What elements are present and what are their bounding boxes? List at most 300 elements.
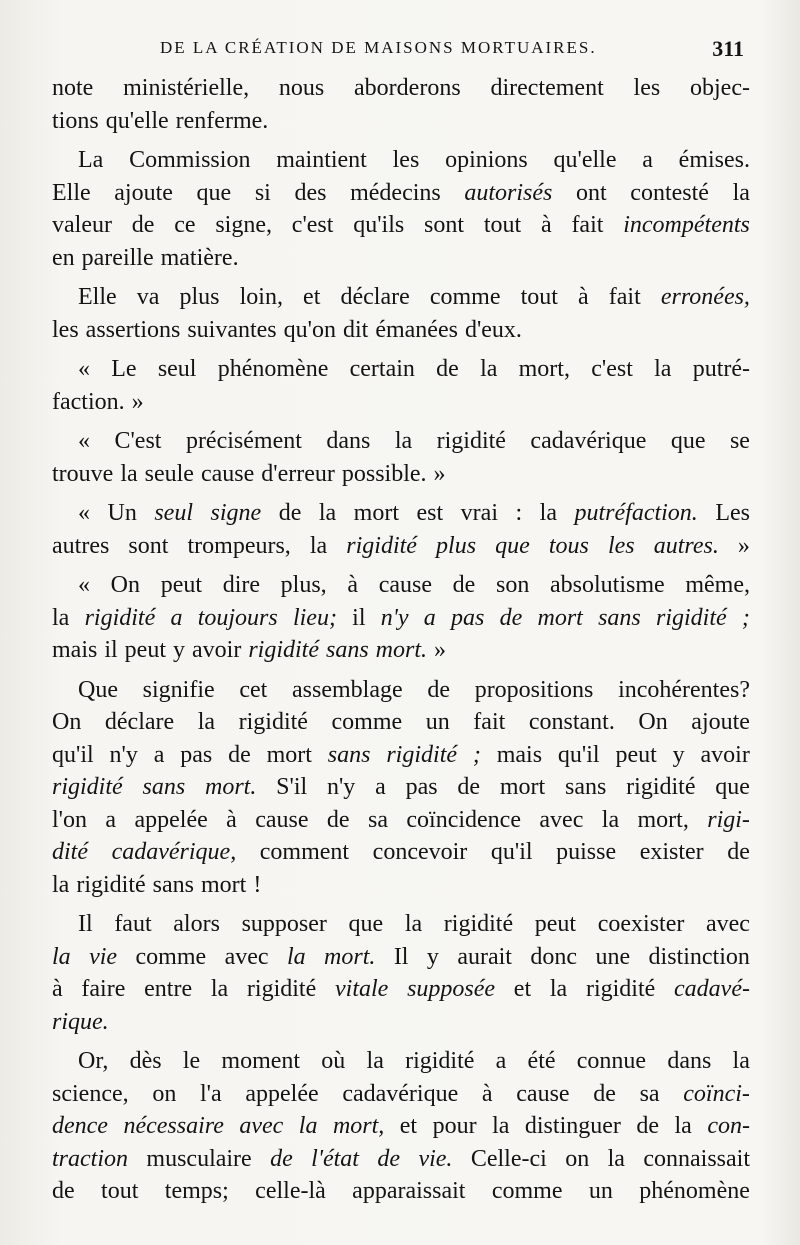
word: rigidité [626, 774, 696, 800]
word: rigidité [443, 911, 514, 937]
word: sans [325, 637, 369, 663]
text-line [52, 973, 750, 1006]
word: on [565, 1145, 590, 1172]
text-line [52, 497, 750, 530]
word: déclare [104, 709, 175, 735]
word: dans [667, 1048, 712, 1074]
word: a [153, 741, 165, 768]
word: la [492, 1113, 510, 1139]
word: putré- [692, 356, 750, 382]
word: connaissait [643, 1145, 750, 1172]
text-line [52, 634, 750, 667]
word: » [737, 532, 750, 559]
word: de [636, 1113, 660, 1139]
word: se [729, 428, 750, 454]
word: sa [639, 1080, 660, 1107]
word: rigidité [405, 1048, 475, 1074]
word: a [375, 774, 386, 800]
word: pas [180, 741, 213, 768]
word: On [52, 709, 82, 735]
word: ; [741, 604, 750, 631]
word: On [638, 709, 668, 735]
word: cadavé- [674, 976, 750, 1002]
word: coïncidence [406, 806, 521, 833]
word: à [578, 284, 589, 310]
word: avec [239, 1113, 284, 1139]
word: apparaissait [352, 1178, 466, 1204]
word: mort, [637, 806, 689, 833]
word: à [347, 572, 359, 598]
word: dité [52, 839, 88, 865]
word: « [78, 428, 90, 454]
word: rigidité [76, 871, 146, 898]
word: précisément [185, 428, 302, 454]
word: la [52, 943, 71, 970]
word: de [326, 806, 350, 833]
word: de [593, 1080, 616, 1107]
word: distinction [648, 943, 750, 970]
word: fait [608, 284, 641, 310]
word: et [303, 284, 321, 310]
word: La [78, 147, 104, 173]
word: la [286, 943, 306, 970]
word: Le [111, 356, 137, 382]
word: sans [142, 774, 186, 800]
word: qu'elle [105, 107, 169, 134]
word: vie. [418, 1145, 453, 1172]
text-line [52, 242, 750, 275]
word: sont [128, 532, 169, 559]
word: la [394, 428, 413, 454]
word: où [321, 1048, 346, 1074]
word: alors [173, 911, 220, 937]
word: Elle [78, 284, 117, 310]
text-line [52, 674, 750, 707]
word: « [78, 500, 90, 526]
word: renferme. [175, 107, 269, 134]
word: c'est [591, 356, 633, 382]
word: aborderons [354, 75, 461, 101]
word: S'il [276, 774, 308, 800]
page-header [52, 34, 760, 68]
word: de [436, 356, 459, 382]
word: On [110, 572, 141, 598]
word: cadavérique [342, 1080, 459, 1107]
word: putréfaction. [574, 500, 698, 526]
word: ajoute [691, 709, 750, 735]
word: a [170, 604, 183, 631]
word: incompétents [623, 212, 750, 238]
word: la [404, 911, 423, 937]
word: constant. [528, 709, 615, 735]
word: entre [144, 976, 193, 1002]
word: rigidité [248, 637, 319, 663]
word: dès [129, 1048, 162, 1074]
word: a [642, 147, 653, 173]
word: faction. [52, 388, 125, 415]
word: la [318, 500, 337, 526]
text-line [52, 314, 750, 347]
word: autres [52, 532, 110, 559]
word: n'y [109, 741, 138, 768]
word: mais [52, 637, 98, 663]
word: qu'on [283, 316, 336, 343]
word: mort [266, 741, 312, 768]
word: Commission [129, 147, 251, 173]
word: qu'il [557, 741, 600, 768]
word: les [52, 316, 79, 343]
word: tions [52, 107, 99, 134]
word: matière. [160, 244, 239, 271]
word: que [495, 532, 530, 559]
text-line [52, 1110, 750, 1143]
word: y [173, 637, 185, 663]
text-line [52, 836, 750, 869]
word: les [607, 532, 635, 559]
text-line [52, 706, 750, 739]
text-line [52, 602, 750, 635]
word: avoir [192, 637, 242, 663]
word: puisse [556, 839, 617, 865]
word: Elle [52, 179, 91, 206]
word: rigidité [386, 741, 458, 768]
word: incohérentes? [618, 676, 750, 703]
word: supposée [407, 976, 496, 1002]
word: Un [107, 500, 137, 526]
word: certain [349, 356, 415, 382]
word: un [588, 1178, 613, 1204]
word: la [52, 871, 70, 898]
word: la [601, 806, 620, 833]
word: même, [685, 572, 750, 598]
word: la [607, 1145, 625, 1172]
word: sans [327, 741, 371, 768]
word: la [120, 460, 138, 487]
text-line [52, 353, 750, 386]
word: la [732, 179, 750, 206]
word: appelée [245, 1080, 319, 1107]
word: il [104, 637, 118, 663]
word: peut [124, 637, 166, 663]
word: moment [221, 1048, 301, 1074]
word: sans [598, 604, 641, 631]
word: a [105, 806, 117, 833]
word: nécessaire [123, 1113, 224, 1139]
word: la [539, 500, 557, 526]
word: mort, [332, 1113, 385, 1139]
body-text [52, 72, 750, 1208]
word: mort [499, 774, 546, 800]
word: nous [278, 75, 325, 101]
word: dire [222, 572, 260, 598]
page-number: 311 [712, 36, 744, 61]
word: déclare [340, 284, 410, 310]
word: seul [154, 500, 194, 526]
word: musculaire [146, 1145, 252, 1172]
word: rigidité [585, 976, 656, 1002]
word: d'erreur [261, 460, 335, 487]
word: avec [539, 806, 584, 833]
word: vrai [460, 500, 498, 526]
word: rigidité [655, 604, 727, 631]
word: signifie [142, 676, 215, 703]
word: le [182, 1048, 201, 1074]
text-line [52, 771, 750, 804]
word: la [197, 709, 216, 735]
word: a [495, 1048, 507, 1074]
word: phénomène [639, 1178, 750, 1204]
word: et [399, 1113, 418, 1139]
word: Il [78, 911, 93, 937]
word: que [670, 428, 706, 454]
word: on [152, 1080, 177, 1107]
text-line [52, 1078, 750, 1111]
word: coïnci- [683, 1080, 750, 1107]
text-line [52, 105, 750, 138]
word: exister [639, 839, 704, 865]
word: pour [432, 1113, 477, 1139]
word: cadavérique [530, 428, 647, 454]
word: à [226, 806, 237, 833]
word: et [513, 976, 532, 1002]
word: un [425, 709, 450, 735]
word: cause [255, 806, 309, 833]
word: mort. [324, 943, 376, 970]
word: rigidité [346, 532, 417, 559]
word: ont [576, 179, 607, 206]
word: une [595, 943, 631, 970]
word: à [481, 1080, 493, 1107]
word: cause [378, 572, 432, 598]
word: trouve [52, 460, 114, 487]
word: signe, [215, 212, 272, 238]
word: mort. [375, 637, 428, 663]
word: donc [530, 943, 578, 970]
word: qu'elle [553, 147, 617, 173]
word: C'est [114, 428, 162, 454]
word: propositions [474, 676, 594, 703]
text-line [52, 1006, 750, 1039]
word: erronées, [660, 284, 750, 310]
word: son [495, 572, 530, 598]
text-line [52, 425, 750, 458]
word: rique. [52, 1008, 109, 1035]
word: dence [52, 1113, 108, 1139]
word: si [254, 179, 271, 206]
word: pas [451, 604, 485, 631]
word: directement [490, 75, 604, 101]
word: contesté [630, 179, 709, 206]
word: maintient [276, 147, 367, 173]
word: suivantes [187, 316, 277, 343]
word: faut [114, 911, 152, 937]
text-line [52, 569, 750, 602]
text-line [52, 869, 750, 902]
word: faire [81, 976, 126, 1002]
word: la [210, 976, 229, 1002]
word: sont [424, 212, 465, 238]
word: de [457, 774, 481, 800]
word: peut [534, 911, 577, 937]
word: la [674, 1113, 692, 1139]
text-line [52, 144, 750, 177]
word: ce [174, 212, 196, 238]
word: supposer [241, 911, 327, 937]
word: la [366, 1048, 384, 1074]
word: tout [483, 212, 522, 238]
word: la [480, 356, 498, 382]
word: la [654, 356, 672, 382]
text-line [52, 209, 750, 242]
word: est [416, 500, 444, 526]
word: valeur [52, 212, 112, 238]
text-line [52, 458, 750, 491]
text-line [52, 386, 750, 419]
word: peut [160, 572, 203, 598]
word: cause [516, 1080, 570, 1107]
word: avec [706, 911, 750, 937]
word: d'eux. [464, 316, 522, 343]
word: qu'il [52, 741, 94, 768]
word: » [433, 460, 446, 487]
word: rigidité [436, 428, 506, 454]
text-line [52, 1143, 750, 1176]
text-line [52, 908, 750, 941]
word: assertions [85, 316, 181, 343]
word: émanées [375, 316, 458, 343]
word: qu'il [490, 839, 533, 865]
word: signe [210, 500, 262, 526]
word: l'a [200, 1080, 222, 1107]
word: comme [491, 1178, 563, 1204]
word: lieu; [292, 604, 337, 631]
word: été [527, 1048, 556, 1074]
word: ! [253, 871, 262, 898]
word: en [52, 244, 75, 271]
word: a [423, 604, 436, 631]
text-line [52, 530, 750, 563]
word: à [540, 212, 552, 238]
word: des [294, 179, 327, 206]
text-line [52, 1045, 750, 1078]
word: à [52, 976, 63, 1002]
word: de [52, 1178, 75, 1204]
word: Or, [78, 1048, 109, 1074]
word: cause [200, 460, 255, 487]
word: avec [224, 943, 269, 970]
word: la [309, 532, 328, 559]
word: de [131, 212, 155, 238]
word: dit [342, 316, 369, 343]
word: sans [565, 774, 607, 800]
word: » [131, 388, 144, 415]
text-line [52, 1175, 750, 1208]
word: de [377, 1145, 401, 1172]
word: il [352, 604, 366, 631]
word: la [549, 976, 568, 1002]
word: émises. [678, 147, 750, 173]
text-line [52, 72, 750, 105]
word: que [715, 774, 750, 800]
word: autorisés [464, 179, 553, 206]
word: tout [520, 284, 558, 310]
word: plus [179, 284, 220, 310]
word: seul [157, 356, 197, 382]
word: vie [89, 943, 118, 970]
word: pareille [81, 244, 154, 271]
word: comme [135, 943, 207, 970]
word: autres. [653, 532, 719, 559]
word: sans [152, 871, 194, 898]
word: rigi- [707, 806, 750, 833]
word: phénomène [217, 356, 329, 382]
text-line [52, 281, 750, 314]
word: « [78, 356, 90, 382]
word: n'y [326, 774, 356, 800]
word: Les [715, 500, 750, 526]
word: comment [259, 839, 350, 865]
word: mort [201, 871, 247, 898]
word: les [392, 147, 420, 173]
word: tous [548, 532, 589, 559]
word: qu'ils [353, 212, 405, 238]
word: traction [52, 1145, 128, 1172]
word: dans [326, 428, 371, 454]
text-line [52, 941, 750, 974]
word: aurait [457, 943, 512, 970]
word: de [278, 500, 302, 526]
word: connue [576, 1048, 647, 1074]
word: rigidité [84, 604, 156, 631]
word: cet [239, 676, 268, 703]
word: distinguer [524, 1113, 621, 1139]
word: tout [101, 1178, 139, 1204]
word: assemblage [292, 676, 403, 703]
word: » [434, 637, 447, 663]
running-head: DE LA CRÉATION DE MAISONS MORTUAIRES. [160, 38, 597, 57]
word: mort, [518, 356, 570, 382]
word: sa [367, 806, 388, 833]
word: : [515, 500, 523, 526]
word: « [78, 572, 90, 598]
word: cadavérique, [111, 839, 237, 865]
word: concevoir [372, 839, 468, 865]
word: rigidité [246, 976, 317, 1002]
text-line [52, 739, 750, 772]
word: de [452, 572, 476, 598]
word: y [672, 741, 685, 768]
word: Il [393, 943, 409, 970]
word: appelée [134, 806, 208, 833]
word: plus, [280, 572, 327, 598]
word: ministérielle, [123, 75, 250, 101]
word: fait [473, 709, 506, 735]
word: celle-là [255, 1178, 326, 1204]
word: médecins [350, 179, 441, 206]
word: plus [436, 532, 477, 559]
word: comme [331, 709, 403, 735]
word: l'état [311, 1145, 359, 1172]
word: absolutisme [550, 572, 665, 598]
word: temps; [164, 1178, 229, 1204]
word: ajoute [114, 179, 173, 206]
text-line [52, 804, 750, 837]
word: note [52, 75, 94, 101]
word: de [270, 1145, 293, 1172]
word: mort [537, 604, 583, 631]
word: les [633, 75, 661, 101]
word: mais [496, 741, 543, 768]
